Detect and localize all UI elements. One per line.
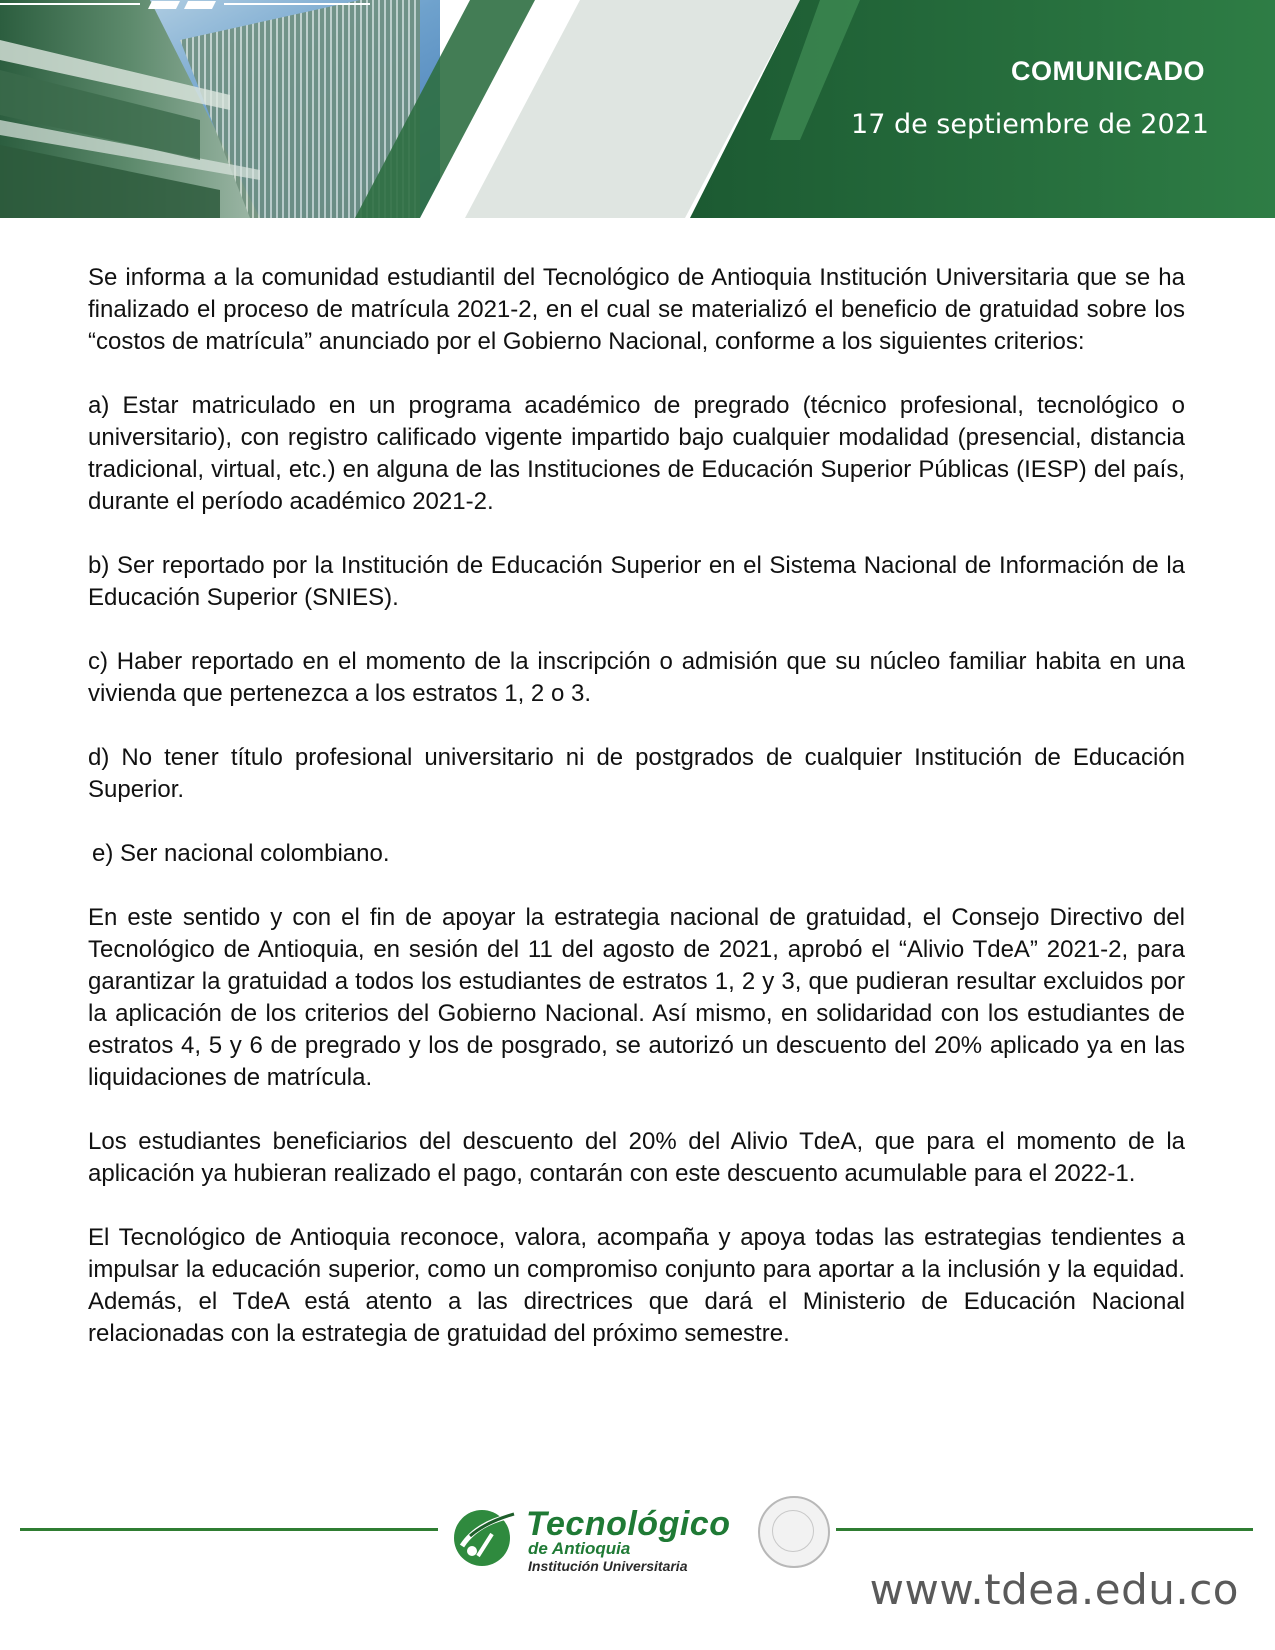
header-divider-rule: [0, 0, 370, 20]
criterion-e: e) Ser nacional colombiano.: [92, 840, 390, 867]
criterion-a: a) Estar matriculado en un programa académico de pregrado (técnico profesional, tecnológico o universitario), con registro calificado vigente impartido bajo cualquier modalidad (presencial, distancia tradicional, virtual, etc.) en alguna de las Instituciones de Educación Superior Públicas (IESP) del país, durante el período académico 2021-2.: [88, 392, 1185, 515]
closing-paragraph: El Tecnológico de Antioquia reconoce, valora, acompaña y apoya todas las estrategias tendientes a impulsar la educación superior, como un compromiso conjunto para aportar a la inclusión y la equidad. Además, el TdeA está atento a las directrices que dará el Ministerio de Educación Nacional relacionadas con la estrategia de gratuidad del próximo semestre.: [88, 1224, 1185, 1347]
accreditation-seal-icon: [758, 1496, 830, 1568]
intro-paragraph: Se informa a la comunidad estudiantil del Tecnológico de Antioquia Institución Universitaria que se ha finalizado el proceso de matrícula 2021-2, en el cual se materializó el beneficio de gratuidad sobre los “costos de matrícula” anunciado por el Gobierno Nacional, conforme a los siguientes criterios:: [88, 264, 1185, 355]
document-type-title: COMUNICADO: [1011, 56, 1205, 86]
discount-paragraph: Los estudiantes beneficiarios del descuento del 20% del Alivio TdeA, que para el momento de la aplicación ya hubieran realizado el pago, contarán con este descuento acumulable para el 2022-1.: [88, 1128, 1185, 1187]
criterion-b: b) Ser reportado por la Institución de Educación Superior en el Sistema Nacional de Información de la Educación Superior (SNIES).: [88, 552, 1185, 611]
tdea-logo-wordmark: [526, 1505, 731, 1574]
logo-line-2: de Antioquia: [528, 1539, 631, 1558]
logo-line-3: Institución Universitaria: [528, 1558, 688, 1574]
criterion-d: d) No tener título profesional universitario ni de postgrados de cualquier Institución de Educación Superior.: [88, 744, 1185, 803]
communique-body: [88, 262, 1185, 1382]
alivio-tdea-paragraph: En este sentido y con el fin de apoyar la estrategia nacional de gratuidad, el Consejo Directivo del Tecnológico de Antioquia, en sesión del 11 del agosto de 2021, aprobó el “Alivio TdeA” 2021-2, para garantizar la gratuidad a todos los estudiantes de estratos 1, 2 y 3, que pudieran resultar excluidos por la aplicación de los criterios del Gobierno Nacional. Así mismo, en solidaridad con los estudiantes de estratos 4, 5 y 6 de pregrado y los de posgrado, se autorizó un descuento del 20% aplicado ya en las liquidaciones de matrícula.: [88, 904, 1185, 1091]
criterion-c: c) Haber reportado en el momento de la inscripción o admisión que su núcleo familiar habita en una vivienda que pertenezca a los estratos 1, 2 o 3.: [88, 648, 1185, 707]
seal-inner-ring: [772, 1510, 814, 1552]
header-banner: [0, 0, 1275, 218]
document-date: 17 de septiembre de 2021: [851, 109, 1209, 140]
website-url: www.tdea.edu.co: [869, 1565, 1239, 1614]
tdea-logo-icon: [452, 1506, 520, 1568]
footer-divider-left: [20, 1528, 438, 1531]
footer-divider-right: [836, 1528, 1253, 1531]
logo-line-1: Tecnológico: [526, 1505, 731, 1543]
